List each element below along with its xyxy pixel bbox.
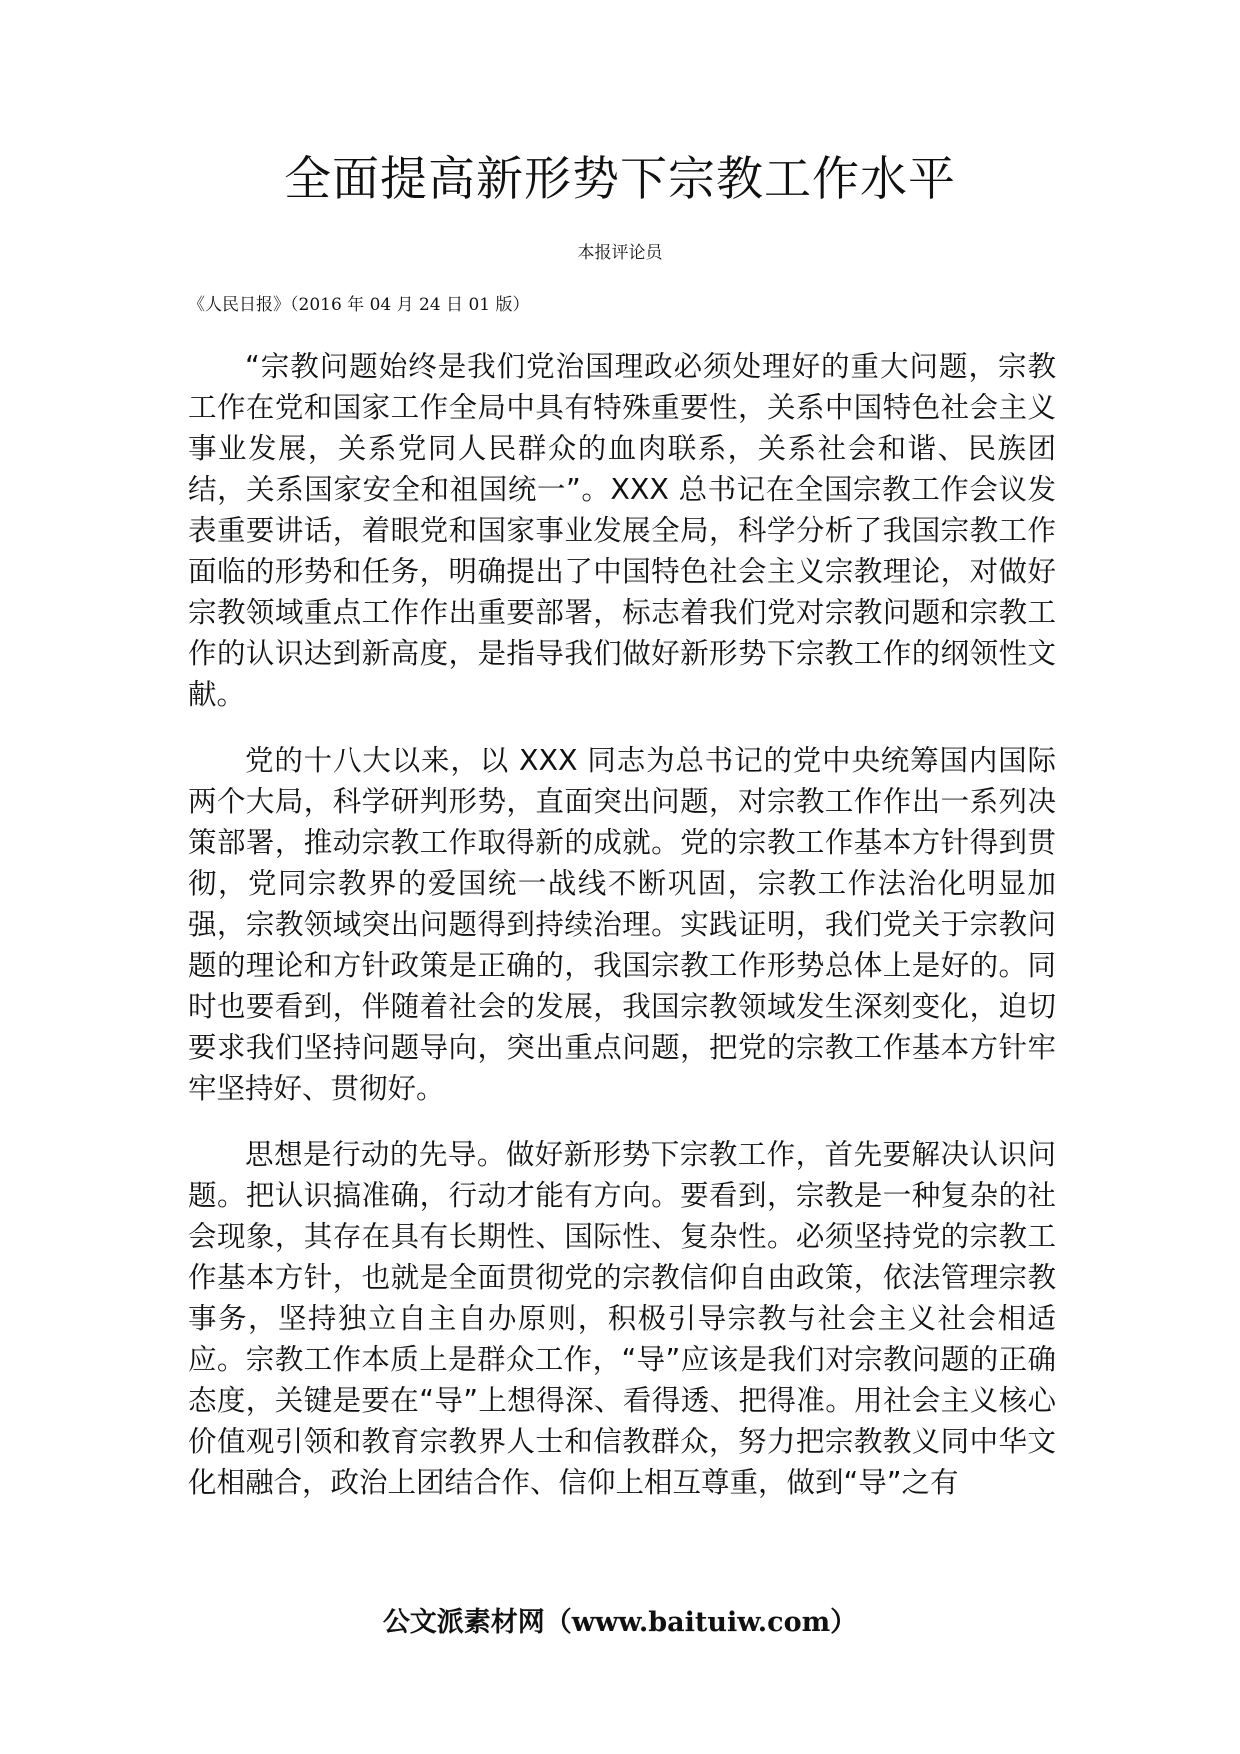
article-title: 全面提高新形势下宗教工作水平 [284,152,956,207]
paragraph: “宗教问题始终是我们党治国理政必须处理好的重大问题，宗教工作在党和国家工作全局中具有特殊重要性，关系中国特色社会主义事业发展，关系党同人民群众的血肉联系，关系社会和谐、民族团结，关系国家安全和祖国统一”。XXX 总书记在全国宗教工作会议发表重要讲话，着眼党和国家事业发展全局，科学分析了我国宗教工作面临的形势和任务，明确提出了中国特色社会主义宗教理论，对做好宗教领域重点工作作出重要部署，标志着我们党对宗教问题和宗教工作的认识达到新高度，是指导我们做好新形势下宗教工作的纲领性文献。 [188,350,1056,711]
paragraph: 党的十八大以来，以 XXX 同志为总书记的党中央统筹国内国际两个大局，科学研判形势，直面突出问题，对宗教工作作出一系列决策部署，推动宗教工作取得新的成就。党的宗教工作基本方针得到贯彻，党同宗教界的爱国统一战线不断巩固，宗教工作法治化明显加强，宗教领域突出问题得到持续治理。实践证明，我们党关于宗教问题的理论和方针政策是正确的，我国宗教工作形势总体上是好的。同时也要看到，伴随着社会的发展，我国宗教领域发生深刻变化，迫切要求我们坚持问题导向，突出重点问题，把党的宗教工作基本方针牢牢坚持好、贯彻好。 [188,744,1056,1105]
page-footer: 公文派素材网（www.baituiw.com） [382,1607,858,1638]
article-body [188,346,1056,1528]
paragraph: 思想是行动的先导。做好新形势下宗教工作，首先要解决认识问题。把认识搞准确，行动才能有方向。要看到，宗教是一种复杂的社会现象，其存在具有长期性、国际性、复杂性。必须坚持党的宗教工作基本方针，也就是全面贯彻党的宗教信仰自由政策，依法管理宗教事务，坚持独立自主自办原则，积极引导宗教与社会主义社会相适应。宗教工作本质上是群众工作，“导”应该是我们对宗教问题的正确态度，关键是要在“导”上想得深、看得透、把得准。用社会主义核心价值观引领和教育宗教界人士和信教群众，努力把宗教教义同中华文化相融合，政治上团结合作、信仰上相互尊重，做到“导”之有 [188,1138,1056,1499]
article-source: 《人民日报》（2016 年 04 月 24 日 01 版） [188,295,530,315]
article-author: 本报评论员 [577,243,663,263]
